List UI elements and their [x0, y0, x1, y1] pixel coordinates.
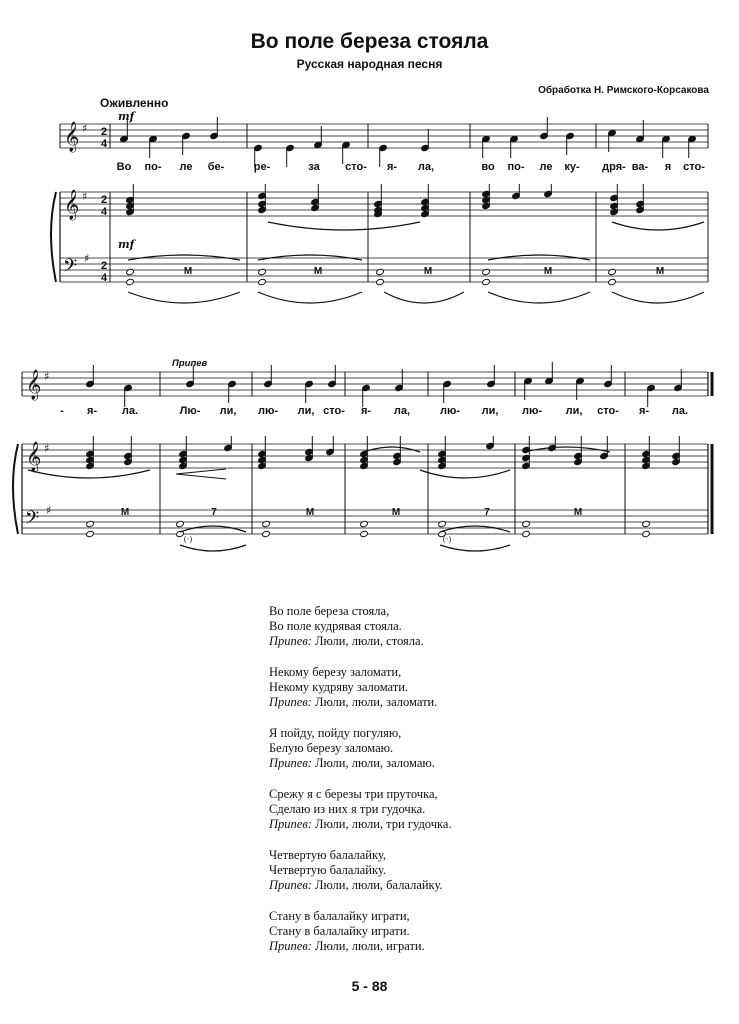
verse-line: Я пойду, пойду погуляю,	[269, 726, 402, 740]
slur	[420, 470, 510, 478]
lyric-syllable: я-	[638, 405, 650, 417]
slur	[364, 447, 420, 452]
lyric-syllable: лю-	[257, 405, 279, 417]
note-head	[86, 530, 95, 537]
lyric-syllable: я-	[360, 405, 372, 417]
lyric-syllable: ли,	[219, 405, 237, 417]
lyric-syllable: во	[481, 161, 495, 173]
lyric-syllable: я	[664, 161, 672, 173]
treble-clef: 𝄞	[26, 442, 42, 472]
note-head	[482, 278, 491, 285]
stanza	[269, 604, 452, 649]
note-head	[642, 530, 651, 537]
treble-clef: 𝄞	[64, 122, 80, 152]
refrain-label: Припев:	[269, 878, 316, 892]
lyric-syllable: ла,	[393, 405, 411, 417]
sharp-key-signature: ♯	[44, 370, 50, 383]
note-head	[262, 520, 271, 527]
sharp-key-signature: ♯	[82, 190, 88, 203]
treble-clef: 𝄞	[26, 370, 42, 400]
piano-brace	[13, 444, 18, 534]
lyric-syllable: сто-	[597, 405, 619, 417]
bass-mark: М	[391, 507, 401, 518]
bass-mark: М	[305, 507, 315, 518]
fermata-mark: (·)	[442, 535, 452, 544]
time-signature: 2	[101, 194, 108, 206]
lyric-syllable: ва-	[631, 161, 649, 173]
refrain-label: Припев:	[269, 695, 316, 709]
time-signature: 2	[101, 126, 108, 138]
refrain-line	[269, 939, 452, 954]
note-head	[126, 278, 135, 285]
note-head	[376, 268, 385, 275]
verse-line: Сделаю из них я три гудочка.	[269, 802, 426, 816]
lyric-syllable: ли,	[565, 405, 583, 417]
song-title: Во поле береза стояла	[250, 30, 489, 53]
note-head	[522, 520, 531, 527]
lyric-syllable: ку-	[564, 161, 580, 173]
slur	[258, 292, 362, 303]
slur	[384, 292, 464, 303]
note-head	[360, 530, 369, 537]
lyric-syllable: ли,	[297, 405, 315, 417]
time-signature: 4	[101, 272, 108, 284]
verse-line: Некому березу заломати,	[269, 665, 402, 679]
note-head	[376, 278, 385, 285]
refrain-text: Люли, люли, три гудочка.	[315, 817, 452, 831]
stanza	[269, 787, 452, 832]
piano-brace	[51, 192, 56, 282]
note-head	[262, 530, 271, 537]
note-head	[258, 268, 267, 275]
lyric-syllable: ла.	[671, 405, 689, 417]
page-number: 5 - 88	[351, 978, 388, 994]
slur	[128, 255, 240, 260]
lyric-syllable: ле	[179, 161, 193, 173]
lyric-syllable: по-	[507, 161, 525, 173]
slur	[28, 470, 150, 478]
slur	[180, 526, 246, 532]
sharp-key-signature: ♯	[46, 504, 52, 517]
refrain-label: Припев:	[269, 817, 316, 831]
lyric-syllable: лю-	[521, 405, 543, 417]
bass-mark: 7	[484, 507, 490, 518]
note-head	[522, 530, 531, 537]
sharp-key-signature: ♯	[44, 442, 50, 455]
note-head	[258, 278, 267, 285]
slur	[128, 292, 240, 303]
time-signature: 4	[101, 206, 108, 218]
lyric-syllable: сто-	[345, 161, 367, 173]
stanza	[269, 848, 452, 893]
treble-clef: 𝄞	[64, 190, 80, 220]
stanza	[269, 726, 452, 771]
score-drawing	[13, 117, 712, 551]
dynamic-mark: mf	[118, 110, 135, 123]
slur	[612, 292, 704, 303]
time-signature: 4	[101, 138, 108, 150]
bass-clef: 𝄢	[63, 256, 78, 281]
song-subtitle: Русская народная песня	[296, 57, 443, 71]
refrain-line	[269, 817, 452, 832]
refrain-text: Люли, люли, заломати.	[315, 695, 438, 709]
refrain-text: Люли, люли, заломаю.	[315, 756, 435, 770]
lyric-syllable: дря-	[602, 161, 626, 173]
refrain-text: Люли, люли, стояла.	[315, 634, 424, 648]
bass-mark: М	[655, 266, 665, 277]
note-head	[642, 520, 651, 527]
lyric-syllable: сто-	[323, 405, 345, 417]
bass-mark: М	[573, 507, 583, 518]
refrain-label: Припев:	[269, 756, 316, 770]
sharp-key-signature: ♯	[84, 252, 90, 265]
verse-line: Белую березу заломаю.	[269, 741, 394, 755]
lyric-syllable: бе-	[207, 161, 225, 173]
bass-mark: М	[120, 507, 130, 518]
note-head	[482, 268, 491, 275]
lyric-syllable: Лю-	[179, 405, 201, 417]
sharp-key-signature: ♯	[82, 122, 88, 135]
lyric-syllable: Во	[116, 161, 132, 173]
slur	[440, 526, 510, 532]
arranger-credit: Обработка Н. Римского-Корсакова	[538, 85, 709, 96]
bass-mark: М	[313, 266, 323, 277]
note-head	[360, 520, 369, 527]
time-signature: 2	[101, 260, 108, 272]
slur	[524, 447, 610, 452]
stanza	[269, 665, 452, 710]
dynamic-mark: mf	[118, 238, 135, 251]
note-head	[176, 520, 185, 527]
bass-clef: 𝄢	[25, 508, 40, 533]
note-head	[438, 520, 447, 527]
lyric-syllable: -	[60, 405, 64, 417]
lyric-syllable: ре-	[253, 161, 271, 173]
slur	[258, 255, 362, 260]
note-head	[608, 278, 617, 285]
lyric-syllable: за	[308, 161, 320, 173]
lyric-syllable: ла.	[121, 405, 139, 417]
lyric-syllable: сто-	[683, 161, 705, 173]
tempo-marking: Оживленно	[100, 96, 169, 110]
verse-line: Некому кудряву заломати.	[269, 680, 409, 694]
lyric-syllable: ли,	[481, 405, 499, 417]
verse-line: Стану в балалайку играти.	[269, 924, 410, 938]
refrain-line	[269, 634, 452, 649]
slur	[612, 222, 704, 230]
refrain-marker: Припев	[172, 358, 208, 369]
verse-line: Стану в балалайку играти,	[269, 909, 410, 923]
lyrics-text	[269, 604, 452, 970]
slur	[488, 292, 590, 303]
refrain-text: Люли, люли, играти.	[315, 939, 425, 953]
lyric-syllable: по-	[144, 161, 162, 173]
note-head	[126, 268, 135, 275]
lyric-syllable: я-	[386, 161, 398, 173]
fermata-mark: (·)	[183, 535, 193, 544]
slur	[268, 222, 420, 230]
refrain-line	[269, 695, 452, 710]
bass-mark: М	[423, 266, 433, 277]
bass-mark: М	[183, 266, 193, 277]
verse-line: Во поле береза стояла,	[269, 604, 390, 618]
slur	[440, 545, 510, 551]
refrain-text: Люли, люли, балалайку.	[315, 878, 443, 892]
lyric-syllable: ле	[539, 161, 553, 173]
stanza	[269, 909, 452, 954]
bass-mark: М	[543, 266, 553, 277]
lyric-syllable: я-	[86, 405, 98, 417]
refrain-line	[269, 756, 452, 771]
slur	[488, 255, 590, 260]
lyric-syllable: ла,	[417, 161, 435, 173]
verse-line: Четвертую балалайку.	[269, 863, 387, 877]
slur	[180, 545, 246, 551]
verse-line: Четвертую балалайку,	[269, 848, 387, 862]
refrain-line	[269, 878, 452, 893]
verse-line: Во поле кудрявая стояла.	[269, 619, 402, 633]
bass-mark: 7	[211, 507, 217, 518]
crescendo-hairpin	[176, 469, 226, 479]
verse-line: Срежу я с березы три пруточка,	[269, 787, 438, 801]
refrain-label: Припев:	[269, 634, 316, 648]
note-head	[86, 520, 95, 527]
note-head	[608, 268, 617, 275]
refrain-label: Припев:	[269, 939, 316, 953]
lyric-syllable: лю-	[439, 405, 461, 417]
